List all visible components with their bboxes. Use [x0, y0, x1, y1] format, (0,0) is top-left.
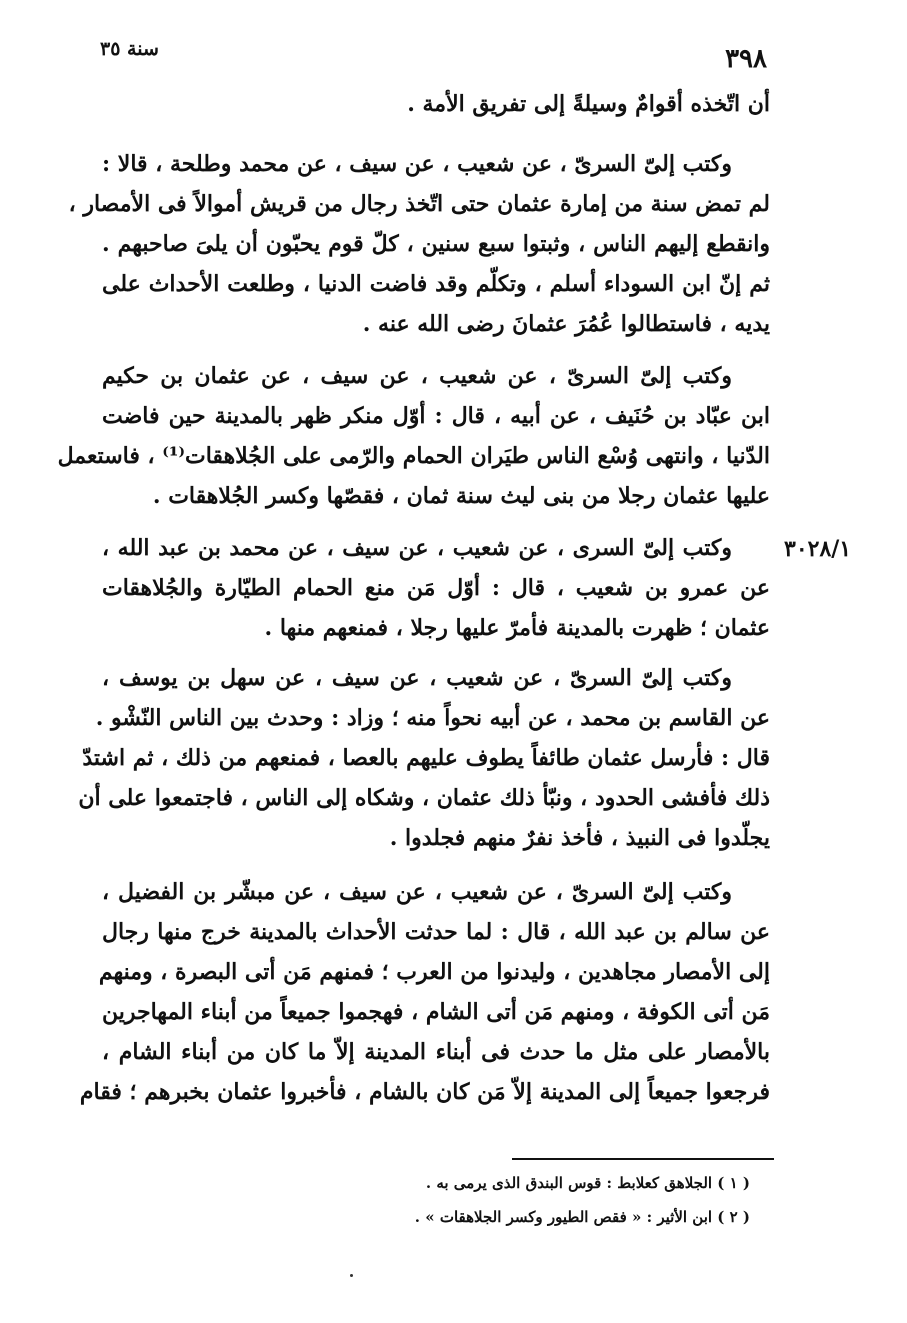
text-line: بالأمصار على مثل ما حدث فى أبناء المدينة إلاّ ما كان من أبناء الشام ، [102, 1039, 770, 1065]
text-line: وكتب إلىّ السرى ، عن شعيب ، عن سيف ، عن محمد بن عبد الله ، [102, 535, 732, 561]
text-line: وكتب إلىّ السرىّ ، عن شعيب ، عن سيف ، عن عثمان بن حكيم [102, 363, 732, 389]
text-line: وكتب إلىّ السرىّ ، عن شعيب ، عن سيف ، عن سهل بن يوسف ، [102, 665, 732, 691]
text-line: أن اتّخذه أقوامٌ وسيلةً إلى تفريق الأمة . [407, 91, 770, 117]
running-header-year: سنة ٣٥ [100, 38, 159, 60]
text-line: ابن عبّاد بن حُنَيف ، عن أبيه ، قال : أوّل منكر ظهر بالمدينة حين فاضت [102, 403, 770, 429]
text-line: عن سالم بن عبد الله ، قال : لما حدثت الأحداث بالمدينة خرج منها رجال [102, 919, 770, 945]
paragraph-5 [78, 658, 770, 858]
paragraph-4 [102, 528, 770, 648]
paragraph-3 [57, 356, 770, 516]
paragraph-2 [68, 144, 770, 344]
text-line: وانقطع إليهم الناس ، وثبتوا سبع سنين ، كلّ قوم يحبّون أن يلىَ صاحبهم . [102, 231, 770, 257]
text-line: وكتب إلىّ السرىّ ، عن شعيب ، عن سيف ، عن محمد وطلحة ، قالا : [102, 151, 732, 177]
paragraph-1 [102, 84, 770, 124]
text-line: الدّنيا ، وانتهى وُسْع الناس طيَران الحمام والرّمى على الجُلاهقات⁽¹⁾ ، فاستعمل [57, 443, 770, 469]
text-line: يديه ، فاستطالوا عُمُرَ عثمانَ رضى الله عنه . [362, 311, 770, 337]
page-number: ٣٩٨ [725, 44, 767, 74]
text-line: مَن أتى الكوفة ، ومنهم مَن أتى الشام ، فهجموا جميعاً من أبناء المهاجرين [102, 999, 770, 1025]
text-line: لم تمض سنة من إمارة عثمان حتى اتّخذ رجال من قريش أموالاً فى الأمصار ، [68, 191, 770, 217]
footnotes [220, 1166, 750, 1234]
text-line: إلى الأمصار مجاهدين ، وليدنوا من العرب ؛ فمنهم مَن أتى البصرة ، ومنهم [98, 959, 770, 985]
text-line: عن القاسم بن محمد ، عن أبيه نحواً منه ؛ وزاد : وحدث بين الناس النّشْو . [95, 705, 770, 731]
text-line: عثمان ؛ ظهرت بالمدينة فأمرّ عليها رجلا ، فمنعهم منها . [264, 615, 770, 641]
text-line: عليها عثمان رجلا من بنى ليث سنة ثمان ، فقصّها وكسر الجُلاهقات . [152, 483, 770, 509]
text-line: فرجعوا جميعاً إلى المدينة إلاّ مَن كان بالشام ، فأخبروا عثمان بخبرهم ؛ فقام [79, 1079, 770, 1105]
margin-reference-number: ٣٠٢٨/١ [784, 536, 852, 562]
text-line: ثم إنّ ابن السوداء أسلم ، وتكلّم وقد فاضت الدنيا ، وطلعت الأحداث على [102, 271, 770, 297]
text-line: يجلّدوا فى النبيذ ، فأخذ نفرٌ منهم فجلدوا . [389, 825, 770, 851]
text-line: وكتب إلىّ السرىّ ، عن شعيب ، عن سيف ، عن مبشّر بن الفضيل ، [102, 879, 732, 905]
paragraph-6 [79, 872, 770, 1112]
print-speck [350, 1274, 353, 1277]
footnote-1: ( ١ ) الجلاهق كعلابط : قوس البندق الذى يرمى به . [425, 1174, 750, 1192]
text-line: ذلك فأفشى الحدود ، ونبّأ ذلك عثمان ، وشكاه إلى الناس ، فاجتمعوا على أن [78, 785, 770, 811]
footnote-divider [512, 1158, 774, 1160]
text-line: عن عمرو بن شعيب ، قال : أوّل مَن منع الحمام الطيّارة والجُلاهقات [102, 575, 770, 601]
footnote-2: ( ٢ ) ابن الأثير : « فقص الطيور وكسر الجلاهقات » . [414, 1208, 750, 1226]
text-line: قال : فأرسل عثمان طائفاً يطوف عليهم بالعصا ، فمنعهم من ذلك ، ثم اشتدّ [82, 745, 770, 771]
